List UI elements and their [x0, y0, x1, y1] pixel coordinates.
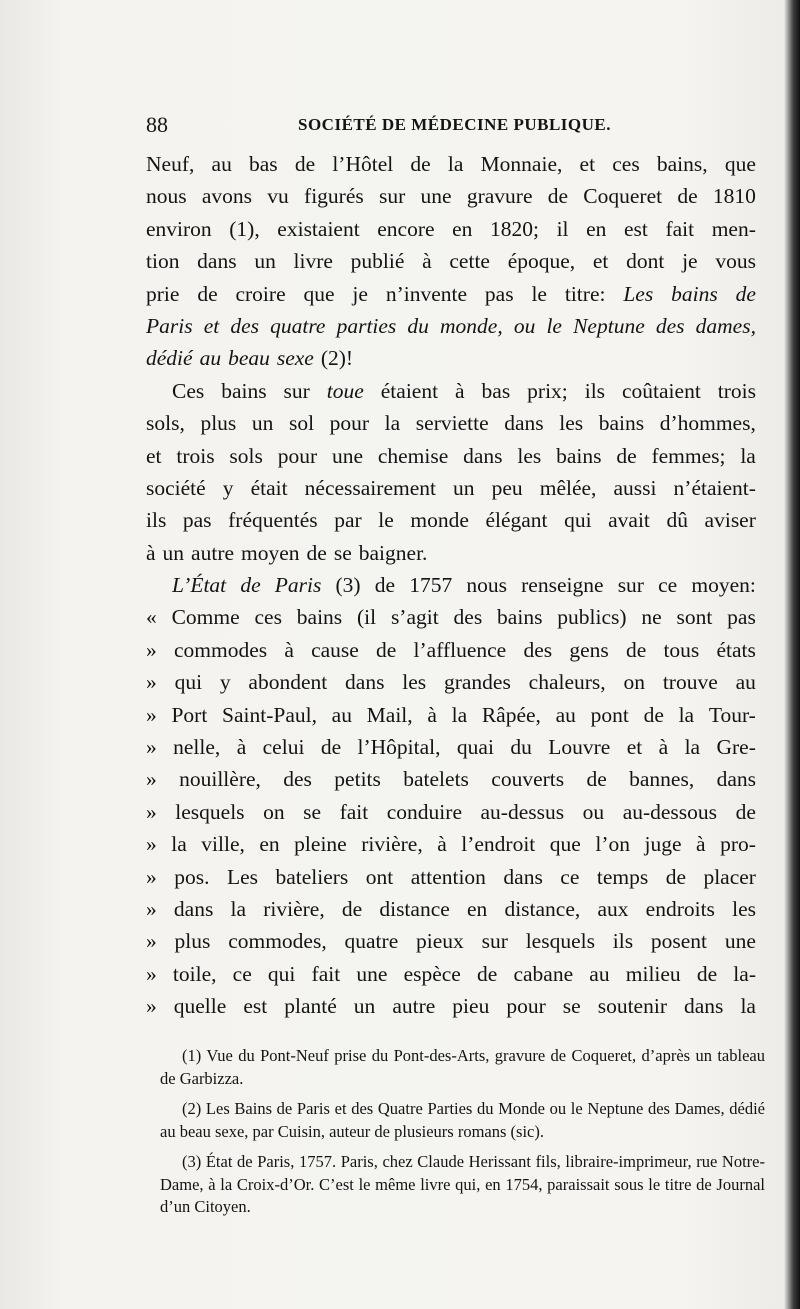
body-line: Paris et des quatre parties du monde, ou le Neptune des dames,	[146, 313, 756, 338]
body-line: » quelle est planté un autre pieu pour se soutenir dans la	[146, 994, 756, 1019]
body-line: tion dans un livre publié à cette époque, et dont je vous	[146, 249, 756, 274]
page-header	[146, 112, 746, 142]
body-line: « Comme ces bains (il s’agit des bains publics) ne sont pas	[146, 605, 756, 630]
body-line: dédié au beau sexe (2)!	[146, 346, 354, 371]
footnote: (2) Les Bains de Paris et des Quatre Parties du Monde ou le Neptune des Dames, dédié au beau sexe, par Cuisin, auteur de plusieurs romans (sic).	[160, 1099, 765, 1141]
body-line: sols, plus un sol pour la serviette dans les bains d’hommes,	[146, 411, 756, 436]
running-title: SOCIÉTÉ DE MÉDECINE PUBLIQUE.	[298, 115, 612, 134]
body-line: environ (1), existaient encore en 1820; il en est fait men-	[146, 216, 756, 241]
body-line: société y était nécessairement un peu mêlée, aussi n’étaient-	[146, 475, 756, 500]
body-line: » toile, ce qui fait une espèce de cabane au milieu de la-	[146, 961, 756, 986]
body-line: » Port Saint-Paul, au Mail, à la Râpée, au pont de la Tour-	[146, 702, 756, 727]
body-text	[146, 148, 756, 1023]
body-line: ils pas fréquentés par le monde élégant qui avait dû aviser	[146, 508, 756, 533]
body-line: nous avons vu figurés sur une gravure de Coqueret de 1810	[146, 184, 756, 209]
body-line: à un autre moyen de se baigner.	[146, 540, 428, 565]
body-line: » nouillère, des petits batelets couverts de bannes, dans	[146, 767, 756, 792]
body-line: » nelle, à celui de l’Hôpital, quai du Louvre et à la Gre-	[146, 735, 756, 760]
body-line: » qui y abondent dans les grandes chaleurs, on trouve au	[146, 670, 756, 695]
page-number: 88	[146, 112, 168, 137]
body-line: » pos. Les bateliers ont attention dans ce temps de placer	[146, 864, 756, 889]
body-line: » lesquels on se fait conduire au-dessus ou au-dessous de	[146, 799, 756, 824]
book-spine-shadow	[784, 0, 800, 1309]
footnote: (3) État de Paris, 1757. Paris, chez Claude Herissant fils, libraire-imprimeur, rue Notre-Dame, à la Croix-d’Or. C’est le même livre qui, en 1754, paraissait sous le titre de Journal d’un Citoyen.	[160, 1152, 765, 1216]
body-line: » la ville, en pleine rivière, à l’endroit que l’on juge à pro-	[146, 832, 756, 857]
body-line: L’État de Paris (3) de 1757 nous renseigne sur ce moyen:	[172, 573, 756, 598]
footnote: (1) Vue du Pont-Neuf prise du Pont-des-Arts, gravure de Coqueret, d’après un tableau de Garbizza.	[160, 1046, 765, 1088]
body-line: Neuf, au bas de l’Hôtel de la Monnaie, et ces bains, que	[146, 152, 756, 176]
body-line: prie de croire que je n’invente pas le titre: Les bains de	[146, 281, 756, 306]
body-line: Ces bains sur toue étaient à bas prix; ils coûtaient trois	[172, 378, 756, 403]
body-line: » commodes à cause de l’affluence des gens de tous états	[146, 637, 756, 662]
body-line: et trois sols pour une chemise dans les bains de femmes; la	[146, 443, 756, 468]
body-line: » dans la rivière, de distance en distance, aux endroits les	[146, 896, 756, 921]
body-line: » plus commodes, quatre pieux sur lesquels ils posent une	[146, 929, 756, 954]
footnotes	[160, 1045, 765, 1227]
